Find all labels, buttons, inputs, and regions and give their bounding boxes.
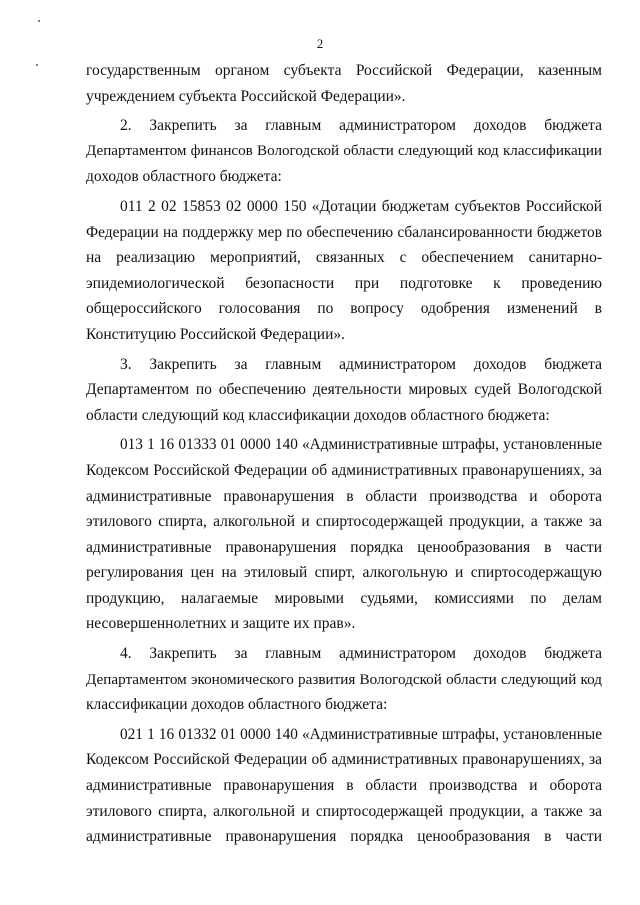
text-line: области следующий код классификации доходов областного бюджета: (86, 406, 550, 424)
page-number: 2 (316, 36, 324, 51)
text-line: на реализацию мероприятий, связанных с обеспечением санитарно- (86, 249, 602, 267)
text-line: регулирования цен на этиловый спирт, алкогольную и спиртосодержащую (86, 564, 602, 582)
text-line: Департаментом по обеспечению деятельности мировых судей Вологодской (86, 381, 602, 399)
text-line: учреждением субъекта Российской Федерации». (86, 87, 406, 105)
text-line: административные правонарушения порядка ценообразования в части (86, 828, 602, 846)
text-line: Конституцию Российской Федерации». (86, 325, 346, 343)
paragraph-code-021 (86, 722, 602, 850)
paragraph-code-013 (86, 432, 602, 637)
text-line: 011 2 02 15853 02 0000 150 «Дотации бюджетам субъектов Российской (120, 197, 602, 215)
paragraph-item-3 (86, 352, 602, 429)
text-line: государственным органом субъекта Российской Федерации, казенным (86, 62, 602, 79)
text-line: Кодексом Российской Федерации об административных правонарушениях, за (86, 461, 602, 479)
text-line: 4. Закрепить за главным администратором доходов бюджета (120, 645, 602, 663)
text-line: 021 1 16 01332 01 0000 140 «Административные штрафы, установленные (120, 725, 602, 743)
text-line: Департаментом финансов Вологодской области следующий код классификации (86, 142, 602, 159)
text-line: Департаментом экономического развития Вологодской области следующий код (86, 670, 602, 688)
text-line: Федерации на поддержку мер по обеспечению сбалансированности бюджетов (86, 223, 602, 241)
text-line: административные правонарушения в области производства и оборота (86, 487, 602, 505)
paragraph-item-4 (86, 641, 602, 718)
scan-speck (38, 20, 40, 22)
document-body (86, 58, 602, 850)
text-line: административные правонарушения в области производства и оборота (86, 777, 602, 795)
text-line: классификации доходов областного бюджета: (86, 696, 388, 714)
text-line: эпидемиологической безопасности при подготовке к проведению (86, 274, 602, 292)
text-line: этилового спирта, алкогольной и спиртосодержащей продукции, а также за (86, 513, 602, 531)
text-line: общероссийского голосования по вопросу одобрения изменений в (86, 300, 602, 318)
paragraph-code-011 (86, 194, 602, 348)
text-line: 2. Закрепить за главным администратором доходов бюджета (120, 117, 602, 135)
text-line: продукцию, налагаемые мировыми судьями, комиссиями по делам (86, 589, 602, 607)
paragraph-continuation (86, 58, 602, 109)
text-line: административные правонарушения порядка ценообразования в части (86, 538, 602, 556)
text-line: 3. Закрепить за главным администратором доходов бюджета (120, 355, 602, 373)
paragraph-item-2 (86, 113, 602, 190)
text-line: Кодексом Российской Федерации об административных правонарушениях, за (86, 751, 602, 769)
text-line: доходов областного бюджета: (86, 168, 282, 186)
scan-speck (36, 64, 38, 66)
text-line: этилового спирта, алкогольной и спиртосодержащей продукции, а также за (86, 802, 602, 820)
text-line: несовершеннолетних и защите их прав». (86, 615, 356, 633)
text-line: 013 1 16 01333 01 0000 140 «Административные штрафы, установленные (120, 436, 602, 454)
